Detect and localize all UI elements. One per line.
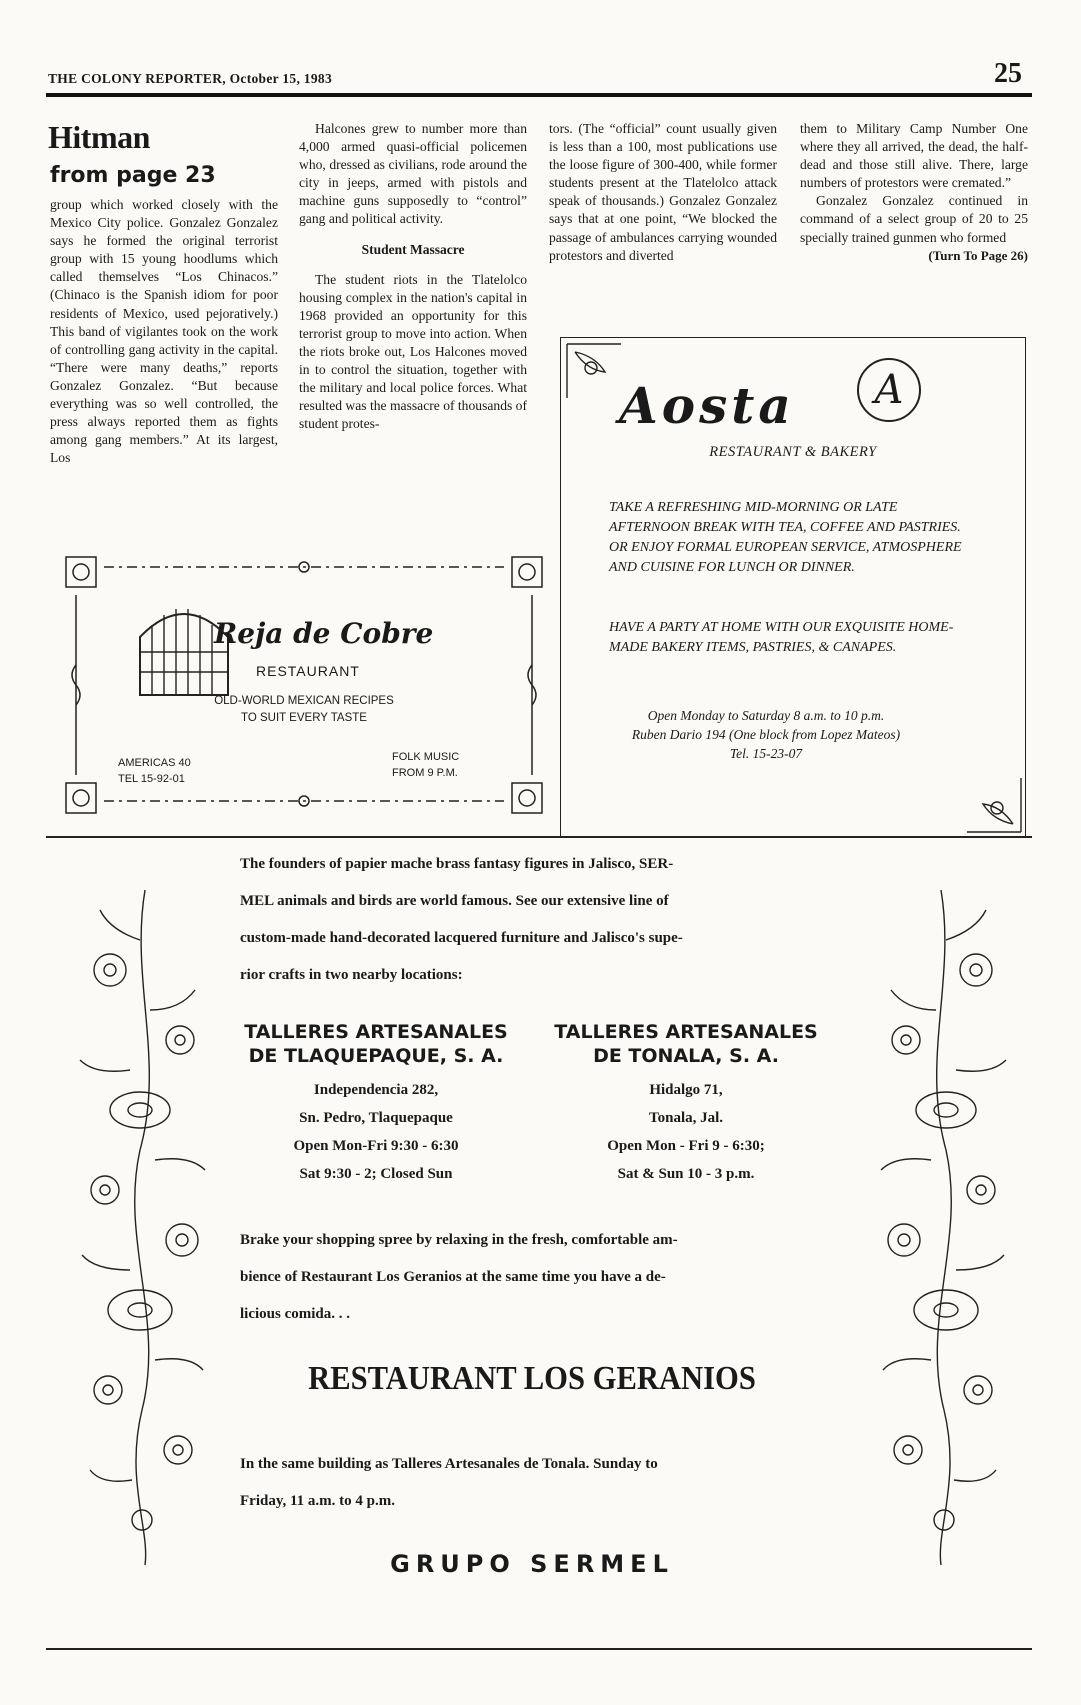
article-headline: Hitman	[48, 119, 150, 155]
location-tonala	[536, 1020, 836, 1188]
column-text: The student riots in the Tlatelolco housing complex in the nation's capital in 1968 provided an opportunity for this terrorist group to move into action. When the riots broke out, Los Halcones moved in to control the situation, together with the military and local police forces. What resulted was the massacre of thousands of student protes-	[299, 271, 528, 432]
floral-vine-left-icon	[70, 880, 220, 1570]
address: Ruben Dario 194 (One block from Lopez Mateos)	[631, 727, 901, 742]
article-column-3	[549, 120, 777, 265]
intro-line: licious comida. . .	[240, 1306, 351, 1322]
location-name: TALLERES ARTESANALES	[244, 1021, 508, 1043]
intro-line: bience of Restaurant Los Geranios at the same time you have a de-	[240, 1269, 666, 1285]
monogram-letter: A	[874, 367, 904, 413]
aosta-contact	[561, 706, 971, 763]
geranios-info	[240, 1446, 840, 1520]
intro-line: The founders of papier mache brass fantasy figures in Jalisco, SER-	[240, 856, 674, 872]
aosta-description: TAKE A REFRESHING MID-MORNING OR LATE AFTERNOON BREAK WITH TEA, COFFEE AND PASTRIES. OR ENJOY FORMAL EUROPEAN SERVICE, ATMOSPHERE AND CUISINE FOR LUNCH OR DINNER.	[609, 500, 962, 575]
ad-reja-de-cobre	[64, 555, 544, 815]
aosta-party: HAVE A PARTY AT HOME WITH OUR EXQUISITE HOME-MADE BAKERY ITEMS, PASTRIES, & CANAPES.	[609, 620, 954, 655]
hours: Sat & Sun 10 - 3 p.m.	[617, 1166, 755, 1182]
continuation-note: (Turn To Page 26)	[928, 247, 1028, 263]
info-line: Friday, 11 a.m. to 4 p.m.	[240, 1493, 396, 1509]
column-text: tors. (The “official” count usually given is less than a 100, most publications use the loose figure of 300-400, while former students present at the Tlatelolco attack speak of thousands.) Gonzalez Gonzalez says that at one point, “We blocked the passage of ambulances carrying wounded protestors and diverted	[549, 121, 777, 263]
column-text: Gonzalez Gonzalez continued in command of a select group of 20 to 25 specially trained gunmen who formed	[800, 193, 1028, 245]
address: Independencia 282,	[313, 1082, 439, 1098]
intro-line: MEL animals and birds are world famous. See our extensive line of	[240, 893, 669, 909]
geranios-intro	[240, 1222, 840, 1333]
phone: Tel. 15-23-07	[729, 746, 803, 761]
tagline-line: OLD-WORLD MEXICAN RECIPES	[214, 695, 394, 707]
restaurant-name: Reja de Cobre	[214, 617, 434, 650]
intro-line: custom-made hand-decorated lacquered furniture and Jalisco's supe-	[240, 930, 683, 946]
address: Sn. Pedro, Tlaquepaque	[299, 1110, 453, 1126]
header-rule	[46, 93, 1032, 97]
contact-info	[118, 755, 191, 787]
bottom-rule	[46, 1648, 1032, 1650]
article-column-4	[800, 120, 1028, 265]
article-subheadline: from page 23	[50, 163, 216, 188]
aosta-subtitle: RESTAURANT & BAKERY	[709, 444, 877, 460]
address: Tonala, Jal.	[648, 1110, 724, 1126]
article-column-2	[299, 120, 527, 434]
column-text: them to Military Camp Number One where they all arrived, the dead, the half-dead and those still alive. There, large numbers of protestors were cremated.”	[800, 121, 1028, 191]
masthead: THE COLONY REPORTER, October 15, 1983	[48, 71, 333, 86]
aosta-logo-text: Aosta	[619, 376, 795, 435]
location-name: DE TONALA, S. A.	[593, 1045, 779, 1067]
hours: Open Mon - Fri 9 - 6:30;	[607, 1138, 765, 1154]
section-rule	[46, 836, 1032, 838]
hours: Open Mon-Fri 9:30 - 6:30	[293, 1138, 459, 1154]
address: AMERICAS 40	[118, 757, 191, 769]
music-line: FOLK MUSIC	[392, 751, 460, 763]
address: Hidalgo 71,	[649, 1082, 723, 1098]
music-line: FROM 9 P.M.	[392, 767, 458, 779]
intro-line: rior crafts in two nearby locations:	[240, 967, 463, 983]
intro-line: Brake your shopping spree by relaxing in the fresh, comfortable am-	[240, 1232, 678, 1248]
section-subhead: Student Massacre	[361, 241, 465, 257]
column-text: Halcones grew to number more than 4,000 armed quasi-official policemen who, dressed as civilians, rode around the city in jeeps, armed with pistols and machine guns supposedly to “control” gang and political activity.	[299, 121, 527, 227]
aosta-monogram-icon	[857, 358, 921, 422]
phone: TEL 15-92-01	[118, 773, 185, 785]
geranios-title: RESTAURANT LOS GERANIOS	[308, 1360, 756, 1397]
location-name: DE TLAQUEPAQUE, S. A.	[248, 1045, 504, 1067]
info-line: In the same building as Talleres Artesanales de Tonala. Sunday to	[240, 1456, 658, 1472]
hours: Sat 9:30 - 2; Closed Sun	[299, 1166, 453, 1182]
tagline-line: TO SUIT EVERY TASTE	[241, 712, 367, 724]
floral-vine-right-icon	[866, 880, 1016, 1570]
grupo-sermel-footer: GRUPO SERMEL	[390, 1550, 674, 1578]
page-number: 25	[994, 58, 1022, 89]
ad-aosta	[560, 337, 1026, 837]
location-tlaquepaque	[226, 1020, 526, 1188]
article-column-1	[50, 196, 278, 467]
hours: Open Monday to Saturday 8 a.m. to 10 p.m.	[647, 708, 885, 723]
sermel-intro	[240, 846, 840, 994]
restaurant-type: RESTAURANT	[256, 663, 360, 679]
tagline	[174, 693, 434, 727]
music-info	[392, 749, 459, 781]
location-name: TALLERES ARTESANALES	[554, 1021, 818, 1043]
column-text: group which worked closely with the Mexico City police. Gonzalez Gonzalez says he formed the original terrorist group with 15 young hoodlums which called themselves “Los Chinacos.” (Chinaco is the Spanish idiom for poor residents of Mexico, used pejoratively.) This band of vigilantes took on the work of controlling gang activity in the capital. “There were many deaths,” reports Gonzalez Gonzalez. “But because everything was so well controlled, the press always reported them as fights among gang members.” At its largest, Los	[50, 197, 278, 466]
